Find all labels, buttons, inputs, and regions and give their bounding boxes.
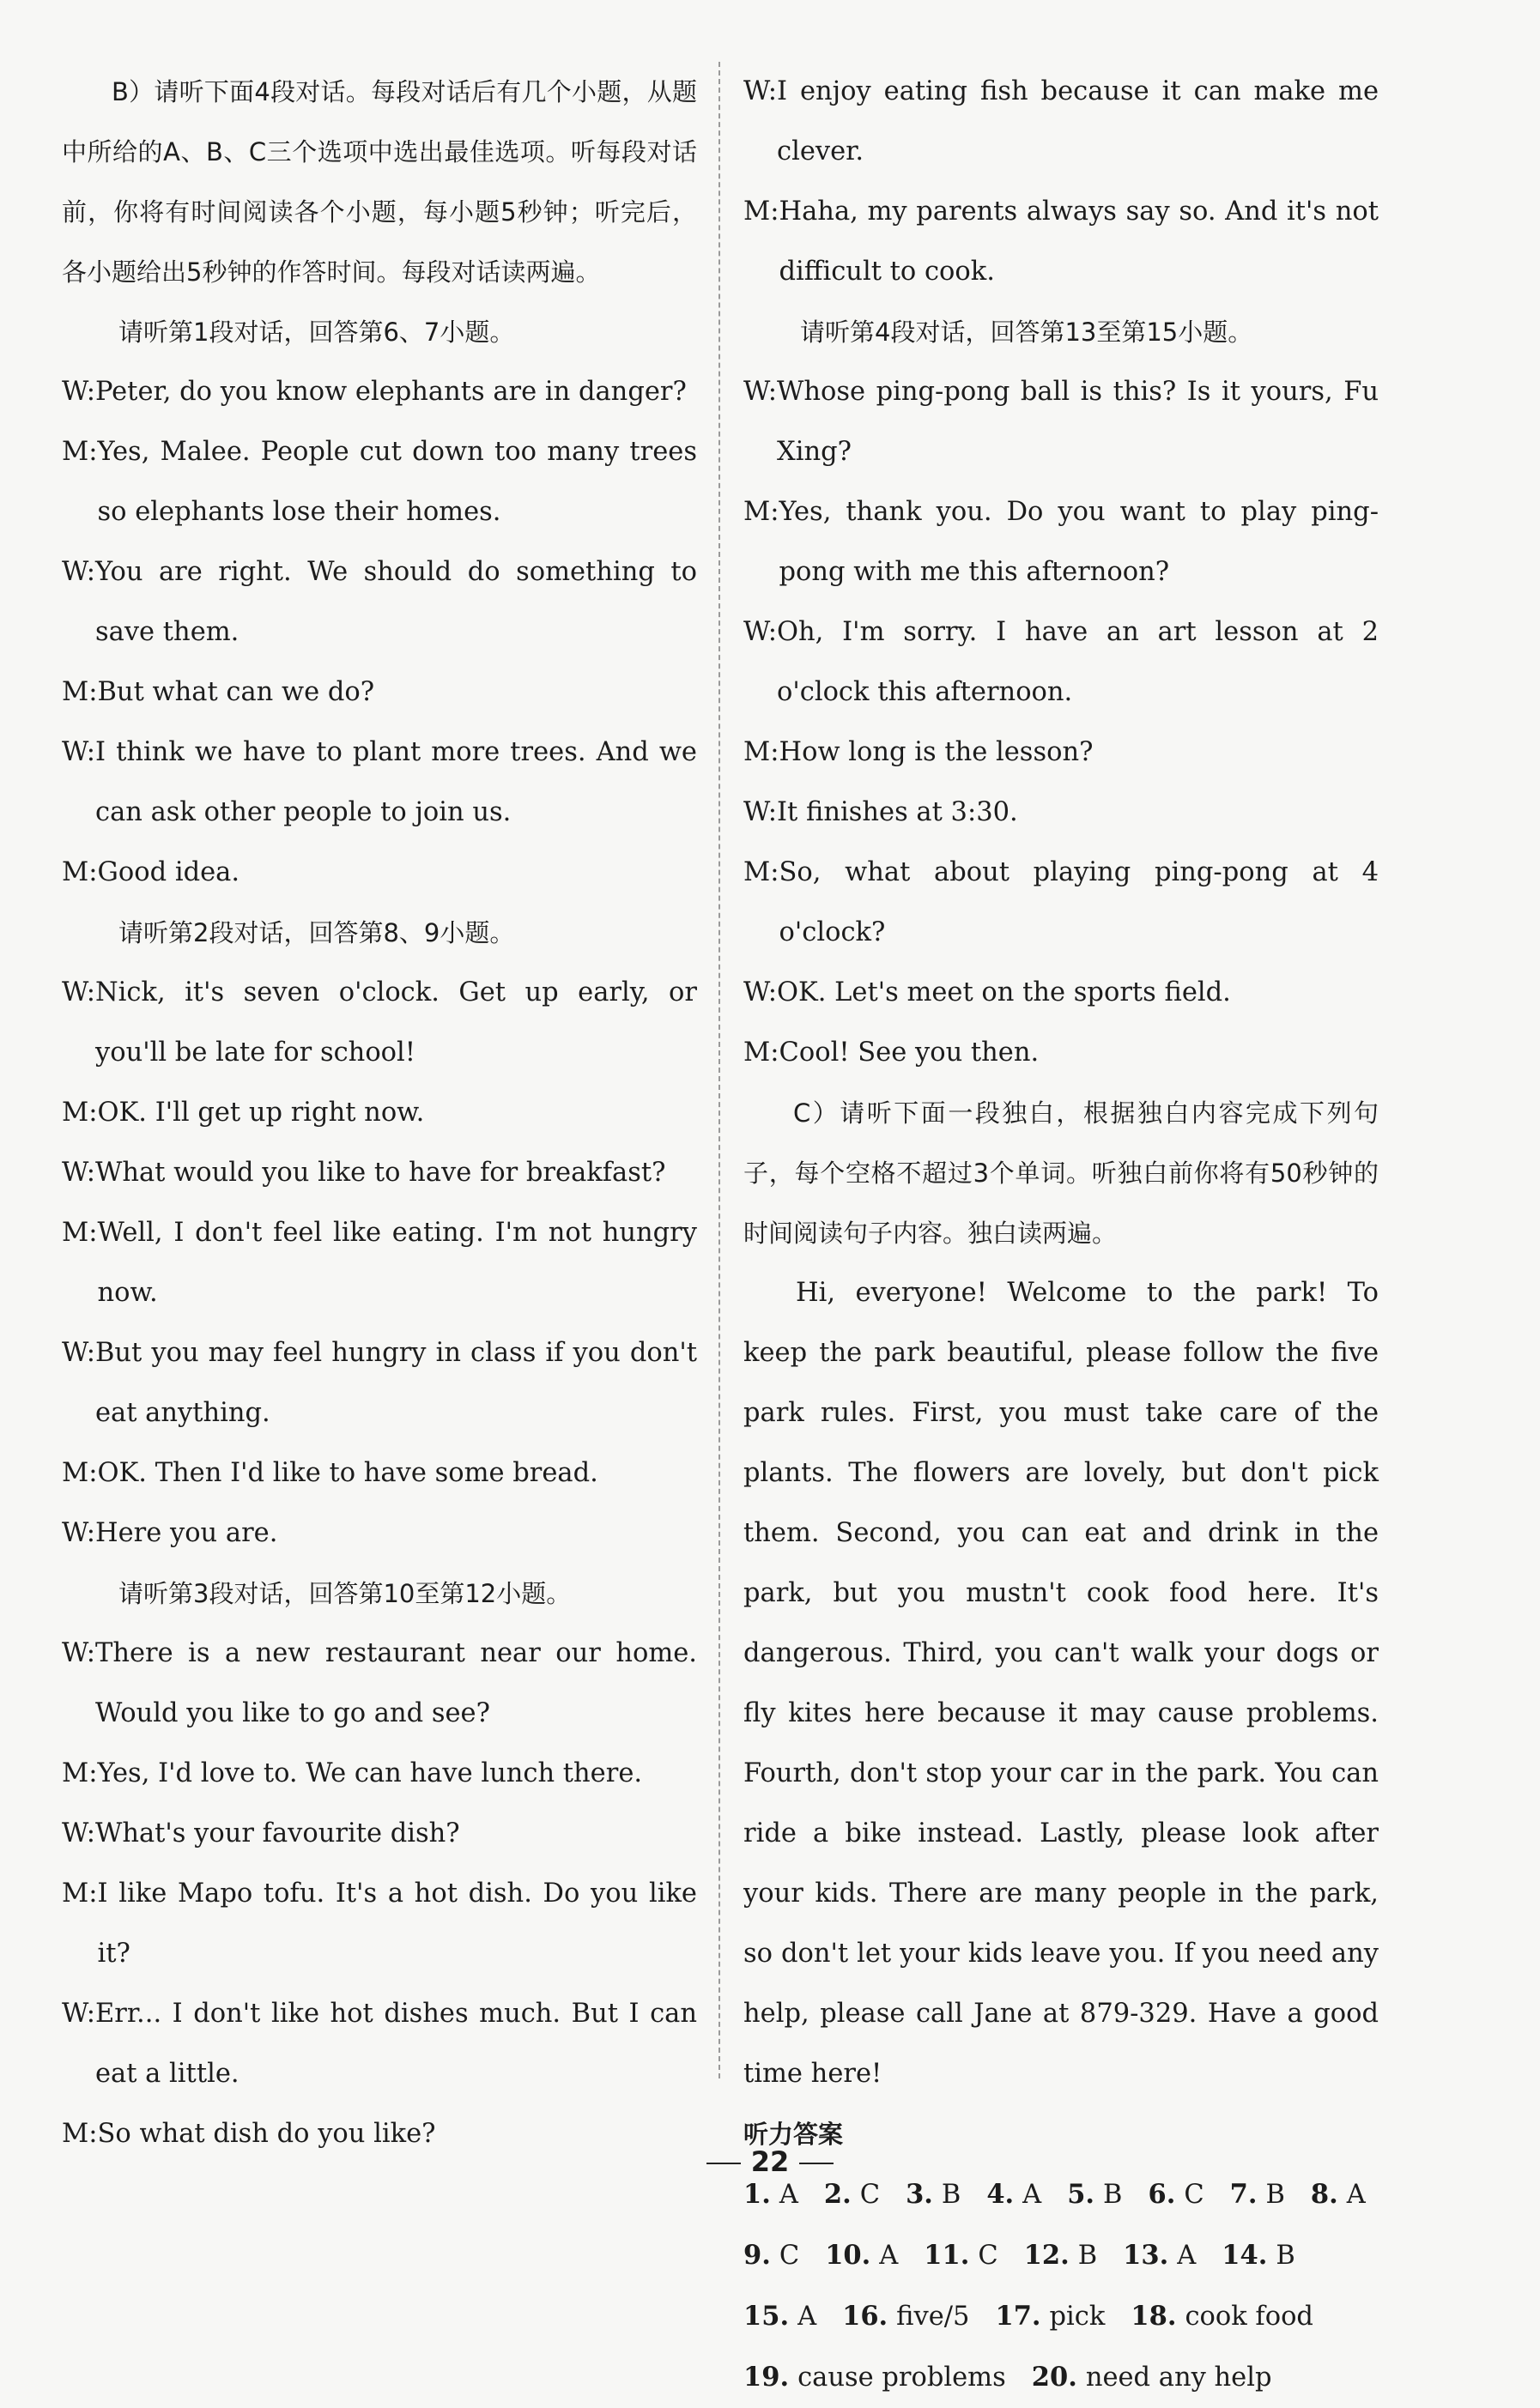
answer-number: 7. [1229, 2179, 1258, 2210]
answer-number: 5. [1067, 2179, 1095, 2210]
dialogue-line [62, 1503, 697, 1564]
answer-item [1123, 2225, 1196, 2286]
answer-number: 18. [1131, 2301, 1177, 2332]
answer-value: C [779, 2241, 800, 2271]
answer-item [995, 2286, 1105, 2347]
dialogue-line [743, 843, 1379, 963]
dialogue-line [62, 1083, 697, 1143]
dialogue-line [62, 1203, 697, 1323]
answer-value: B [1276, 2241, 1295, 2271]
speaker-label: W: [62, 977, 95, 1007]
answer-value: need any help [1085, 2363, 1272, 2393]
answer-item [1222, 2225, 1294, 2286]
dialogue-line [743, 362, 1379, 482]
answer-item [924, 2225, 997, 2286]
utterance-text: But you may feel hungry in class if you don't eat anything. [94, 1338, 697, 1428]
dialogue-3 [62, 1624, 697, 2164]
speaker-label: M: [62, 2119, 98, 2149]
dialogue-line [62, 1804, 697, 1864]
answer-number: 3. [906, 2179, 933, 2210]
answer-value: C [1184, 2180, 1204, 2210]
utterance-text: Cool! See you then. [779, 1038, 1040, 1068]
instruction-b: B）请听下面4段对话。每段对话后有几个小题，从题中所给的A、B、C三个选项中选出最佳选项。听每段对话前，你将有时间阅读各个小题，每小题5秒钟；听完后，各小题给出5秒钟的作答时间。每段对话读两遍。 [62, 77, 697, 287]
utterance-text: What's your favourite dish? [94, 1818, 460, 1848]
answer-value: B [1103, 2180, 1123, 2210]
dialogue-line [62, 723, 697, 843]
speaker-label: M: [62, 1758, 98, 1788]
answers-title: 听力答案 [743, 2120, 844, 2149]
speaker-label: M: [743, 197, 779, 227]
answer-item [1131, 2286, 1313, 2347]
dialogue-line [62, 1624, 697, 1744]
column-divider [718, 62, 720, 2078]
dialogue-line [62, 1323, 697, 1443]
dialogue-4-heading: 请听第4段对话，回答第13至第15小题。 [800, 318, 1253, 347]
answer-value: B [1265, 2180, 1285, 2210]
utterance-text: Err... I don't like hot dishes much. But I can eat a little. [94, 1999, 697, 2089]
dialogue-2-heading: 请听第2段对话，回答第8、9小题。 [118, 918, 515, 947]
speaker-label: W: [62, 1518, 95, 1548]
answer-value: B [1077, 2241, 1098, 2271]
speaker-label: W: [62, 1158, 95, 1188]
answer-number: 20. [1031, 2362, 1077, 2393]
answer-number: 9. [743, 2240, 771, 2271]
speaker-label: M: [62, 1458, 98, 1488]
speaker-label: W: [743, 76, 777, 106]
dialogue-1 [62, 362, 697, 903]
utterance-text: Nick, it's seven o'clock. Get up early, or you'll be late for school! [94, 977, 697, 1068]
utterance-text: Here you are. [94, 1518, 278, 1548]
speaker-label: W: [743, 617, 777, 647]
dialogue-line [62, 1143, 697, 1203]
dialogue-line [62, 362, 697, 422]
utterance-text: I like Mapo tofu. It's a hot dish. Do you like it? [97, 1879, 697, 1969]
page-number [0, 2145, 1540, 2178]
dialogue-line [743, 783, 1379, 843]
speaker-label: M: [62, 857, 98, 887]
dialogue-line [62, 542, 697, 663]
answer-value: A [1177, 2241, 1197, 2271]
answer-value: pick [1049, 2302, 1106, 2332]
dialogue-line [62, 1864, 697, 1984]
dialogue-line [743, 1023, 1379, 1083]
answer-value: A [1346, 2180, 1366, 2210]
utterance-text: Well, I don't feel like eating. I'm not hungry now. [97, 1218, 697, 1308]
instruction-c: C）请听下面一段独白，根据独白内容完成下列句子，每个空格不超过3个单词。听独白前你将有50秒钟的时间阅读句子内容。独白读两遍。 [743, 1098, 1379, 1248]
utterance-text: You are right. We should do something to save them. [94, 557, 697, 647]
speaker-label: W: [743, 797, 777, 827]
answer-number: 12. [1023, 2240, 1070, 2271]
utterance-text: So what dish do you like? [97, 2119, 436, 2149]
utterance-text: OK. I'll get up right now. [97, 1098, 425, 1128]
dialogue-1-heading: 请听第1段对话，回答第6、7小题。 [118, 318, 515, 347]
dialogue-line [743, 182, 1379, 302]
dialogue-3-continued [743, 62, 1379, 302]
answer-key [743, 2164, 1379, 2408]
left-column [62, 62, 697, 2164]
speaker-label: W: [62, 1338, 95, 1368]
dialogue-line [743, 62, 1379, 182]
answer-number: 17. [995, 2301, 1041, 2332]
answer-number: 16. [842, 2301, 888, 2332]
utterance-text: Yes, I'd love to. We can have lunch there. [97, 1758, 643, 1788]
dialogue-line [62, 1984, 697, 2104]
dialogue-3-heading: 请听第3段对话，回答第10至第12小题。 [118, 1579, 572, 1608]
speaker-label: W: [62, 1999, 95, 2029]
speaker-label: M: [743, 1038, 779, 1068]
dialogue-line [62, 963, 697, 1083]
speaker-label: W: [62, 737, 95, 767]
speaker-label: M: [62, 1879, 98, 1909]
dialogue-line [62, 1744, 697, 1804]
answer-number: 2. [823, 2179, 852, 2210]
answer-value: A [879, 2241, 899, 2271]
utterance-text: Whose ping-pong ball is this? Is it yours, Fu Xing? [776, 377, 1379, 467]
answer-number: 4. [986, 2179, 1015, 2210]
dialogue-line [743, 723, 1379, 783]
utterance-text: There is a new restaurant near our home. Would you like to go and see? [94, 1638, 697, 1728]
utterance-text: But what can we do? [97, 677, 375, 707]
answer-number: 13. [1123, 2240, 1169, 2271]
utterance-text: OK. Let's meet on the sports field. [776, 977, 1231, 1007]
speaker-label: M: [743, 857, 779, 887]
answer-number: 1. [743, 2179, 771, 2210]
speaker-label: W: [743, 377, 777, 407]
answer-value: cook food [1185, 2302, 1313, 2332]
utterance-text: Haha, my parents always say so. And it's not difficult to cook. [779, 197, 1379, 287]
utterance-text: How long is the lesson? [779, 737, 1094, 767]
utterance-text: OK. Then I'd like to have some bread. [97, 1458, 598, 1488]
answer-number: 8. [1310, 2179, 1338, 2210]
answer-value: A [779, 2180, 798, 2210]
answer-number: 11. [924, 2240, 970, 2271]
answer-value: C [859, 2180, 881, 2210]
answer-number: 19. [743, 2362, 790, 2393]
monologue-text: Hi, everyone! Welcome to the park! To keep the park beautiful, please follow the five park rules. First, you must take care of the plants. The flowers are lovely, but don't pick them. Second, you can eat and drink in the park, but you mustn't cook food here. It's dangerous. Third, you can't walk your dogs or fly kites here because it may cause problems. Fourth, don't stop your car in the park. You can ride a bike instead. Lastly, please look after your kids. There are many people in the park, so don't let your kids leave you. If you need any help, please call Jane at 879-329. Have a good time here! [743, 1278, 1379, 2089]
answer-number: 10. [825, 2240, 871, 2271]
answer-value: B [941, 2180, 961, 2210]
utterance-text: Oh, I'm sorry. I have an art lesson at 2 o'clock this afternoon. [776, 617, 1379, 707]
answer-number: 15. [743, 2301, 790, 2332]
speaker-label: W: [62, 1818, 95, 1848]
speaker-label: M: [62, 1218, 98, 1248]
speaker-label: M: [743, 497, 779, 527]
dialogue-4 [743, 362, 1379, 1083]
speaker-label: W: [62, 377, 95, 407]
utterance-text: Yes, thank you. Do you want to play ping-pong with me this afternoon? [779, 497, 1379, 587]
dialogue-line [743, 602, 1379, 723]
dialogue-2 [62, 963, 697, 1564]
speaker-label: M: [62, 437, 98, 467]
dialogue-line [62, 663, 697, 723]
answer-item [743, 2225, 799, 2286]
page-number-text: 22 [750, 2145, 790, 2178]
answer-value: A [1022, 2180, 1042, 2210]
utterance-text: Peter, do you know elephants are in danger? [94, 377, 687, 407]
utterance-text: Yes, Malee. People cut down too many trees so elephants lose their homes. [97, 437, 697, 527]
answer-item [1024, 2225, 1097, 2286]
answer-item [842, 2286, 969, 2347]
dialogue-line [62, 843, 697, 903]
answer-value: A [797, 2302, 817, 2332]
utterance-text: I think we have to plant more trees. And we can ask other people to join us. [94, 737, 697, 827]
dialogue-line [743, 963, 1379, 1023]
speaker-label: M: [743, 737, 779, 767]
speaker-label: M: [62, 677, 98, 707]
answer-item [743, 2347, 1006, 2408]
answer-value: C [978, 2241, 998, 2271]
dialogue-line [743, 482, 1379, 602]
answer-value: five/5 [896, 2302, 970, 2332]
utterance-text: So, what about playing ping-pong at 4 o'clock? [779, 857, 1379, 947]
dialogue-line [62, 1443, 697, 1503]
answer-value: cause problems [797, 2363, 1006, 2393]
answer-number: 6. [1148, 2179, 1176, 2210]
utterance-text: It finishes at 3:30. [776, 797, 1018, 827]
answer-item [1032, 2347, 1272, 2408]
dialogue-line [62, 422, 697, 542]
speaker-label: W: [743, 977, 777, 1007]
right-column [743, 62, 1379, 2408]
answer-item [825, 2225, 898, 2286]
answer-item [743, 2286, 816, 2347]
utterance-text: What would you like to have for breakfast? [94, 1158, 666, 1188]
utterance-text: I enjoy eating fish because it can make me clever. [776, 76, 1379, 166]
speaker-label: W: [62, 1638, 95, 1668]
speaker-label: W: [62, 557, 95, 587]
speaker-label: M: [62, 1098, 98, 1128]
answer-number: 14. [1222, 2240, 1268, 2271]
utterance-text: Good idea. [97, 857, 240, 887]
